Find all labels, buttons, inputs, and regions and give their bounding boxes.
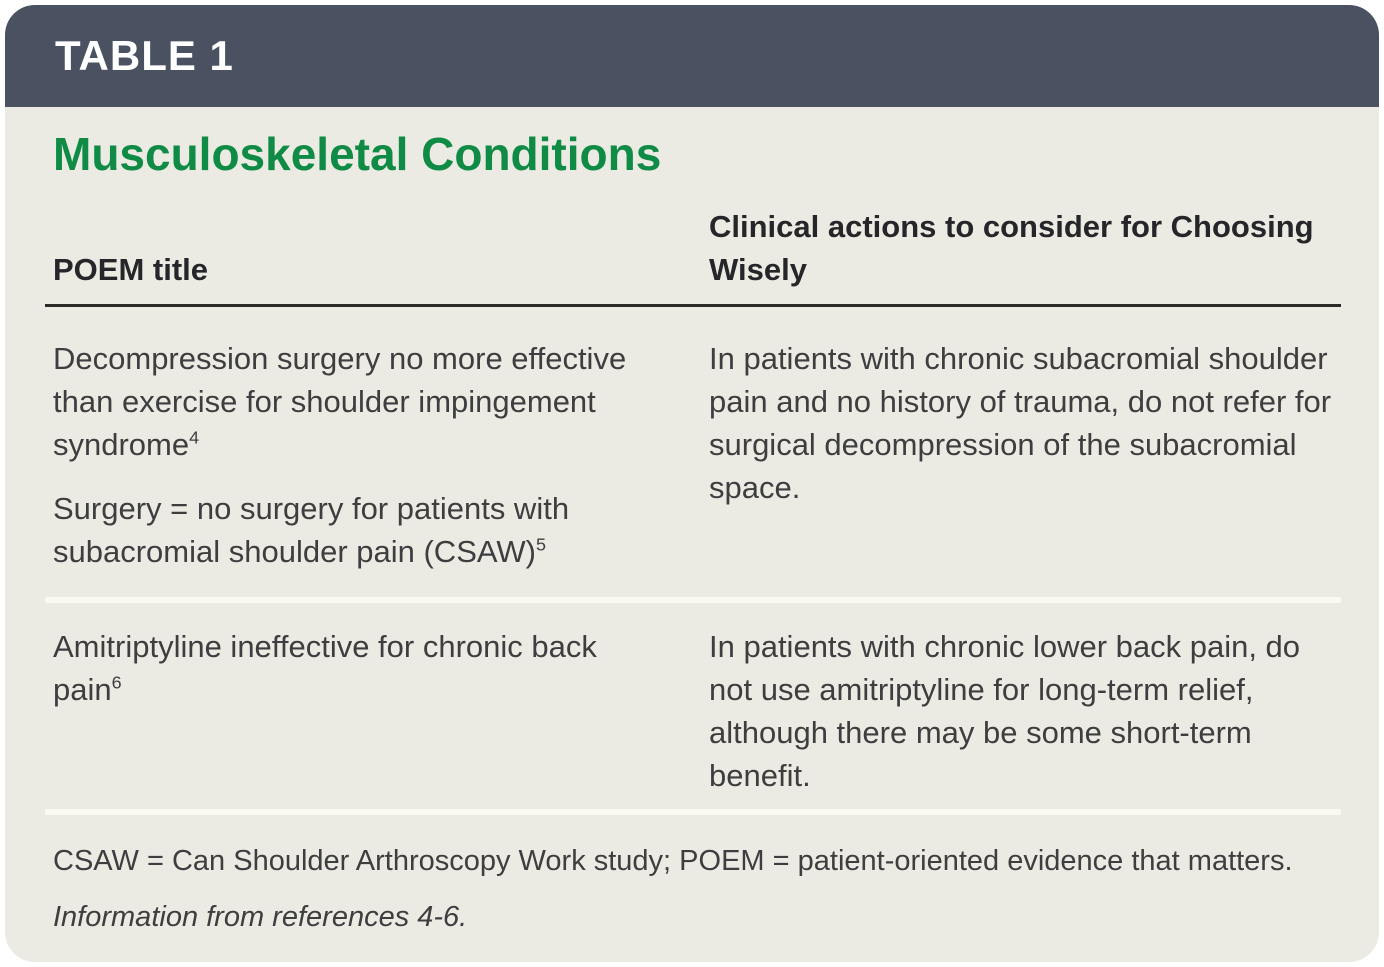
poem-title-text: Amitriptyline ineffective for chronic back pain$^6$ [53, 628, 597, 707]
table-header-bar [5, 5, 1379, 107]
abbreviation-note: CSAW = Can Shoulder Arthroscopy Work study; POEM = patient-oriented evidence that matters. [53, 844, 1293, 877]
source-note: Information from references 4-6. [53, 900, 468, 933]
reference-superscript: 4 [189, 427, 200, 448]
table-row [45, 603, 1341, 809]
table-content [5, 129, 1379, 937]
clinical-action-text: In patients with chronic subacromial shoulder pain and no history of trauma, do not refer for surgical decompression of the subacromial space. [709, 340, 1332, 505]
column-headers [45, 205, 1341, 291]
footnotes [45, 841, 1341, 937]
poem-cell [53, 625, 653, 711]
table-number-label: TABLE 1 [55, 32, 234, 79]
table-row [45, 307, 1341, 597]
reference-superscript: 6 [111, 672, 122, 693]
poem-title-text: Surgery = no surgery for patients with subacromial shoulder pain (CSAW)$^5$ [53, 490, 570, 569]
poem-title-text: Decompression surgery no more effective than exercise for shoulder impingement syndrome$^4$ [53, 340, 627, 462]
table-card [5, 5, 1379, 962]
table-rows [45, 307, 1341, 815]
clinical-action-cell [709, 337, 1341, 509]
poem-cell [53, 337, 653, 573]
clinical-action-cell [709, 625, 1341, 797]
table-title: Musculoskeletal Conditions [53, 128, 662, 180]
column-header-poem-title: POEM title [53, 251, 209, 287]
column-header-clinical-actions: Clinical actions to consider for Choosing Wisely [709, 208, 1314, 287]
reference-superscript: 5 [535, 534, 546, 555]
clinical-action-text: In patients with chronic lower back pain, do not use amitriptyline for long-term relief, although there may be some short-term benefit. [709, 628, 1301, 793]
row-divider [45, 809, 1341, 815]
